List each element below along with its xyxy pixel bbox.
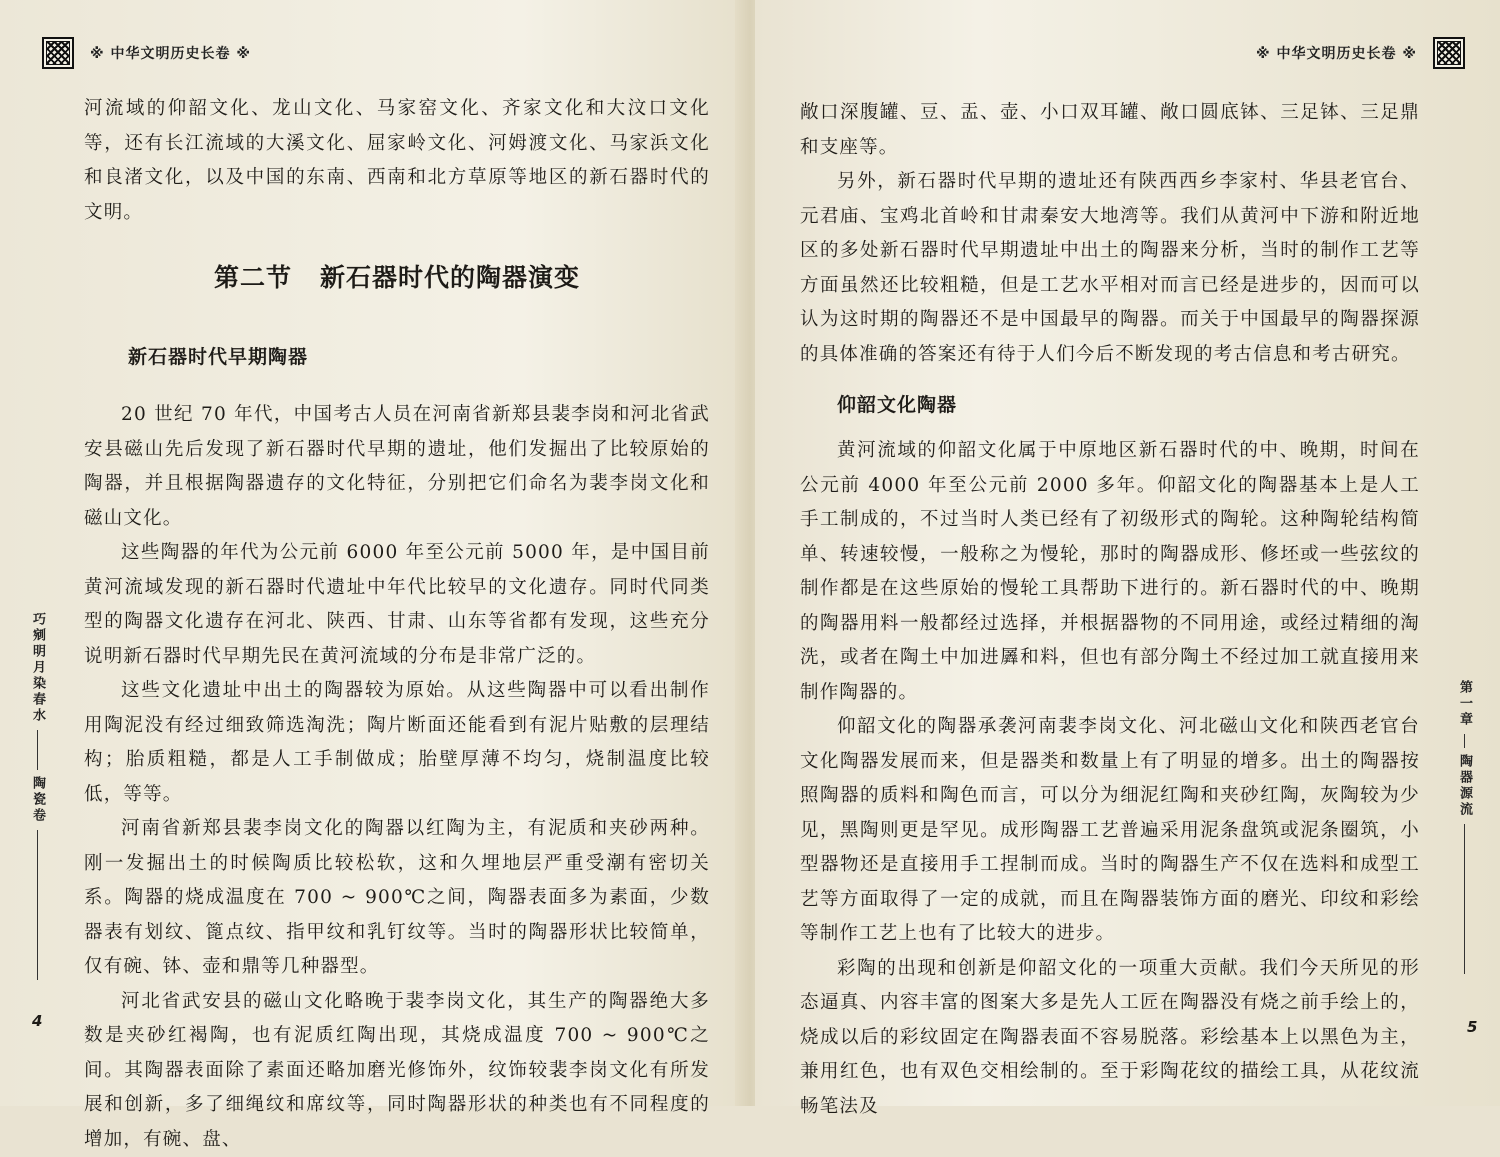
volume-title-vertical: 陶瓷卷 (28, 776, 47, 824)
paragraph: 仰韶文化的陶器承袭河南裴李岗文化、河北磁山文化和陕西老官台文化陶器发展而来，但是器类和数量上有了明显的增多。出土的陶器按照陶器的质料和陶色而言，可以分为细泥红陶和夹砂红陶，灰陶较为少见，黑陶则更是罕见。成形陶器工艺普遍采用泥条盘筑或泥条圈筑，小型器物还是直接用手工捏制而成。当时的陶器生产不仅在选料和成型工艺等方面取得了一定的成就，而且在陶器装饰方面的磨光、印纹和彩绘等制作工艺上也有了比较大的进步。 (800, 710, 1420, 952)
ornamental-seal-icon (1433, 37, 1465, 69)
page-number-right: 5 (1467, 1018, 1477, 1036)
right-page (755, 0, 1500, 1106)
paragraph: 河南省新郑县裴李岗文化的陶器以红陶为主，有泥质和夹砂两种。刚一发掘出土的时候陶质比较松软，这和久埋地层严重受潮有密切关系。陶器的烧成温度在 700 ~ 900℃之间，陶器表面多为素面，少数器表有划纹、篦点纹、指甲纹和乳钉纹等。当时的陶器形状比较简单，仅有碗、钵、壶和鼎等几种器型。 (84, 812, 710, 985)
subheading-early-pottery: 新石器时代早期陶器 (128, 342, 308, 369)
paragraph: 这些陶器的年代为公元前 6000 年至公元前 5000 年，是中国目前黄河流域发现的新石器时代遗址中年代比较早的文化遗存。同时代同类型的陶器文化遗存在河北、陕西、甘肃、山东等省都有发现，这些充分说明新石器时代早期先民在黄河流域的分布是非常广泛的。 (84, 536, 710, 674)
ornamental-seal-icon (42, 37, 74, 69)
divider (1464, 824, 1465, 974)
section-number: 第二节 (214, 263, 292, 292)
chapter-number-vertical: 第一章 (1455, 680, 1474, 728)
paragraph: 河北省武安县的磁山文化略晚于裴李岗文化，其生产的陶器绝大多数是夹砂红褐陶，也有泥质红陶出现，其烧成温度 700 ~ 900℃之间。其陶器表面除了素面还略加磨光修饰外，纹饰较裴李岗文化有所发展和创新，多了细绳纹和席纹等，同时陶器形状的种类也有不同程度的增加，有碗、盘、 (84, 985, 710, 1157)
series-title: ※ 中华文明历史长卷 ※ (90, 43, 251, 63)
section-heading (84, 258, 710, 294)
divider (1464, 734, 1465, 748)
left-opening-text (84, 92, 710, 230)
paragraph: 另外，新石器时代早期的遗址还有陕西西乡李家村、华县老官台、元君庙、宝鸡北首岭和甘肃秦安大地湾等。我们从黄河中下游和附近地区的多处新石器时代早期遗址中出土的陶器来分析，当时的制作工艺等方面虽然还比较粗糙，但是工艺水平相对而言已经是进步的，因而可以认为这时期的陶器还不是中国最早的陶器。而关于中国最早的陶器探源的具体准确的答案还有待于人们今后不断发现的考古信息和考古研究。 (800, 165, 1420, 372)
left-page (0, 0, 745, 1106)
chapter-title-vertical: 陶器源流 (1455, 754, 1474, 818)
paragraph: 黄河流域的仰韶文化属于中原地区新石器时代的中、晚期，时间在公元前 4000 年至公元前 2000 多年。仰韶文化的陶器基本上是人工手工制成的，不过当时人类已经有了初级形式的陶轮。这种陶轮结构简单、转速较慢，一般称之为慢轮，那时的陶器成形、修坯或一些弦纹的制作都是在这些原始的慢轮工具帮助下进行的。新石器时代的中、晚期的陶器用料一般都经过选择，并根据器物的不同用途，或经过精细的淘洗，或者在陶土中加进羼和料，但也有部分陶土不经过加工就直接用来制作陶器的。 (800, 434, 1420, 710)
paragraph: 彩陶的出现和创新是仰韶文化的一项重大贡献。我们今天所见的形态逼真、内容丰富的图案大多是先人工匠在陶器没有烧之前手绘上的，烧成以后的彩纹固定在陶器表面不容易脱落。彩绘基本上以黑色为主，兼用红色，也有双色交相绘制的。至于彩陶花纹的描绘工具，从花纹流畅笔法及 (800, 952, 1420, 1125)
left-body-text (84, 398, 710, 1157)
paragraph: 这些文化遗址中出土的陶器较为原始。从这些陶器中可以看出制作用陶泥没有经过细致筛选淘洗；陶片断面还能看到有泥片贴敷的层理结构；胎质粗糙，都是人工手制做成；胎壁厚薄不均匀，烧制温度比较低，等等。 (84, 674, 710, 812)
series-title: ※ 中华文明历史长卷 ※ (1256, 43, 1417, 63)
section-title: 新石器时代的陶器演变 (320, 263, 580, 292)
continued-paragraph: 敞口深腹罐、豆、盂、壶、小口双耳罐、敞口圆底钵、三足钵、三足鼎和支座等。 (800, 96, 1420, 165)
divider (37, 730, 38, 770)
subheading-yangshao-pottery: 仰韶文化陶器 (837, 390, 957, 417)
right-running-header (1256, 36, 1465, 70)
left-side-label (28, 612, 47, 986)
right-side-label (1455, 680, 1474, 980)
left-running-header (42, 36, 251, 70)
opening-paragraph: 河流域的仰韶文化、龙山文化、马家窑文化、齐家文化和大汶口文化等，还有长江流域的大溪文化、屈家岭文化、河姆渡文化、马家浜文化和良渚文化，以及中国的东南、西南和北方草原等地区的新石器时代的文明。 (84, 92, 710, 230)
right-body-text (800, 434, 1420, 1124)
right-top-text (800, 96, 1420, 372)
paragraph: 20 世纪 70 年代，中国考古人员在河南省新郑县裴李岗和河北省武安县磁山先后发现了新石器时代早期的遗址，他们发掘出了比较原始的陶器，并且根据陶器遗存的文化特征，分别把它们命名为裴李岗文化和磁山文化。 (84, 398, 710, 536)
book-title-vertical: 巧剜明月染春水 (28, 612, 47, 724)
divider (37, 830, 38, 980)
page-number-left: 4 (32, 1012, 42, 1030)
